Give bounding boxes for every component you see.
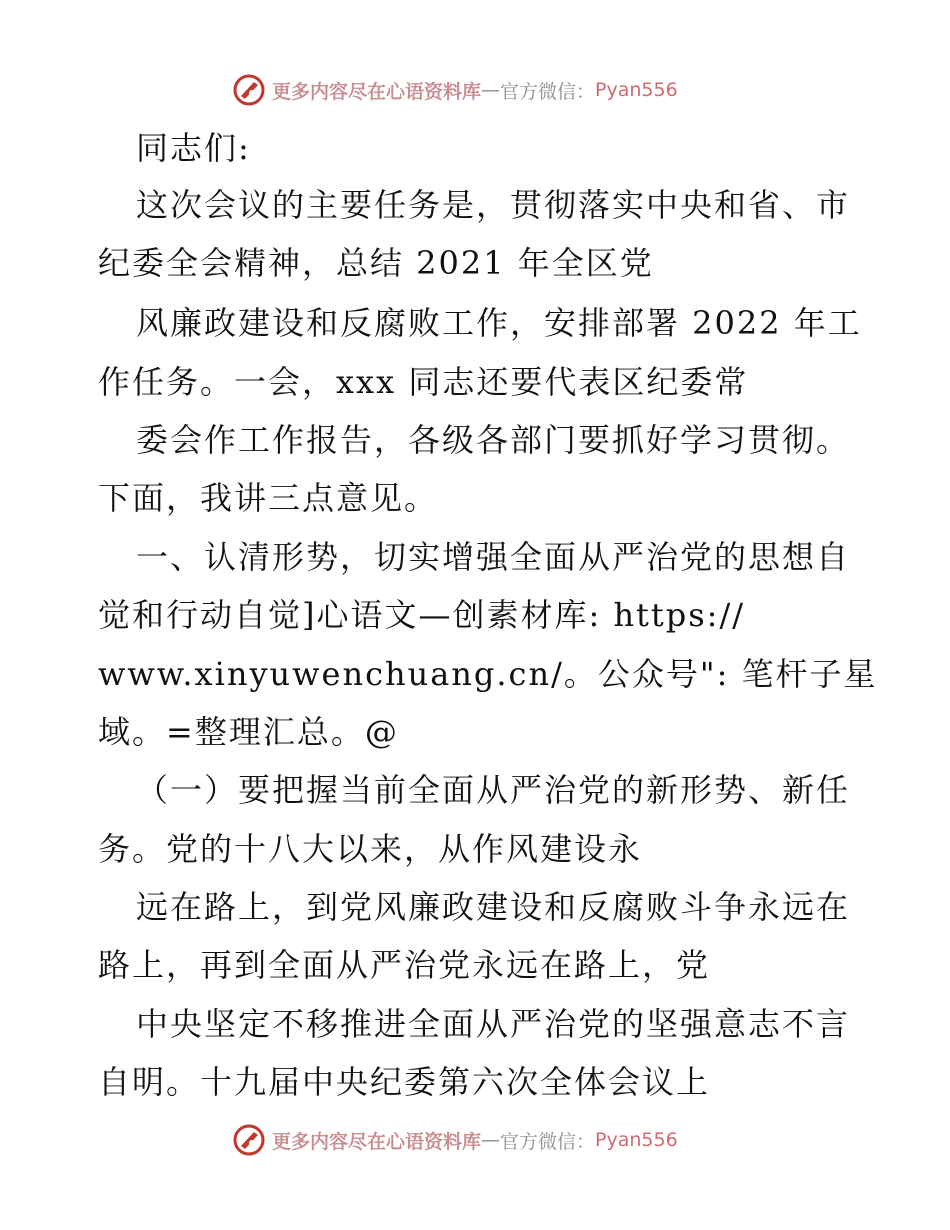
- section-heading-line: 一、认清形势，切实增强全面从严治党的思想自: [136, 538, 851, 576]
- watermark-wechat-id: Pyan556: [595, 79, 678, 101]
- watermark-wechat-id: Pyan556: [595, 1129, 678, 1151]
- text-line: 觉和行动自觉]心语文—创素材库: https://: [98, 596, 746, 634]
- text-line: 风廉政建设和反腐败工作，安排部署 2022 年工: [136, 304, 862, 342]
- watermark-dash: —: [481, 79, 501, 101]
- text-line: 远在路上，到党风廉政建设和反腐败斗争永远在: [136, 888, 851, 926]
- text-line: 作任务。一会，xxx 同志还要代表区纪委常: [98, 363, 749, 401]
- seal-logo-icon: [232, 1123, 266, 1157]
- watermark-main-text: 更多内容尽在心语资料库: [272, 80, 482, 103]
- footer-watermark: [232, 1122, 678, 1158]
- text-line-greeting: 同志们:: [136, 129, 251, 167]
- text-line: 自明。十九届中央纪委第六次全体会议上: [98, 1063, 711, 1101]
- text-line: 域。=整理汇总。@: [98, 713, 399, 751]
- text-line: 纪委全会精神，总结 2021 年全区党: [98, 244, 654, 282]
- watermark-official-label: 官方微信：: [500, 80, 596, 103]
- text-line: 下面，我讲三点意见。: [98, 479, 439, 517]
- watermark-dash: —: [481, 1129, 501, 1151]
- text-line: www.xinyuwenchuang.cn/。公众号": 笔杆子星: [98, 655, 878, 693]
- text-line: 路上，再到全面从严治党永远在路上，党: [98, 946, 711, 984]
- text-line: 这次会议的主要任务是，贯彻落实中央和省、市: [136, 186, 851, 224]
- seal-logo-icon: [232, 73, 266, 107]
- watermark-main-text: 更多内容尽在心语资料库: [272, 1130, 482, 1153]
- text-line: 务。党的十八大以来，从作风建设永: [98, 830, 643, 868]
- header-watermark: [232, 72, 678, 108]
- text-line: 委会作工作报告，各级各部门要抓好学习贯彻。: [136, 421, 851, 459]
- text-line: 中央坚定不移推进全面从严治党的坚强意志不言: [136, 1005, 851, 1043]
- watermark-official-label: 官方微信：: [500, 1130, 596, 1153]
- subsection-heading-line: （一）要把握当前全面从严治党的新形势、新任: [136, 771, 851, 809]
